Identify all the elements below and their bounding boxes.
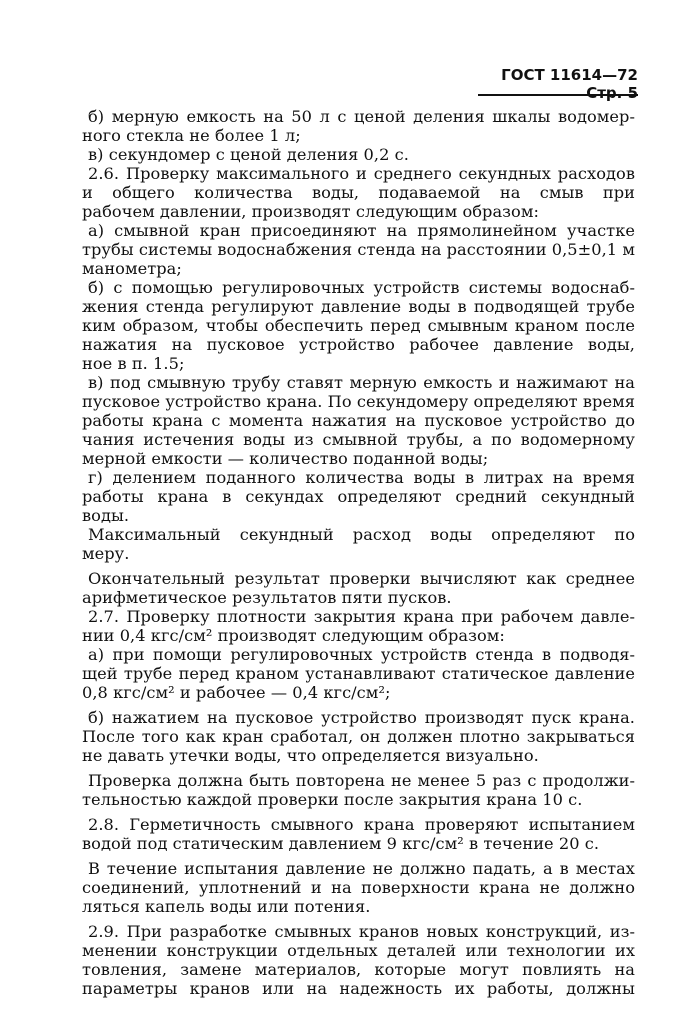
text-line: соединений, уплотнений и на поверхности крана не должно <box>82 878 635 897</box>
text-line: тельностью каждой проверки после закрытия крана 10 с. <box>82 790 583 809</box>
text-line: воды. <box>82 506 130 525</box>
text-line: нии 0,4 кгс/см² производят следующим образом: <box>82 626 505 645</box>
text-line: меру. <box>82 544 130 563</box>
text-line: жения стенда регулируют давление воды в подводящей трубе <box>82 297 635 316</box>
paragraph <box>82 859 635 916</box>
text-line: б) нажатием на пусковое устройство производят пуск крана. <box>88 708 635 727</box>
paragraph <box>82 771 635 809</box>
page-header <box>478 66 638 102</box>
header-text: ГОСТ 11614—72 Стр. 5 <box>501 66 638 102</box>
text-line: в) под смывную трубу ставят мерную емкость и нажимают на <box>88 373 635 392</box>
paragraph <box>82 164 635 221</box>
paragraph <box>82 607 635 645</box>
text-line: нажатия на пусковое устройство рабочее давление воды, <box>82 335 635 354</box>
text-line: После того как кран сработал, он должен плотно закрываться <box>82 727 635 746</box>
text-line: чания истечения воды из смывной трубы, а по водомерному <box>82 430 635 449</box>
text-line: 2.8. Герметичность смывного крана проверяют испытанием <box>88 815 635 834</box>
header-rule <box>478 94 638 96</box>
paragraph <box>82 278 635 373</box>
paragraph <box>82 145 635 164</box>
text-line: а) смывной кран присоединяют на прямолинейном участке <box>88 221 635 240</box>
text-line: ляться капель воды или потения. <box>82 897 371 916</box>
document-body <box>82 107 635 998</box>
text-line: трубы системы водоснабжения стенда на расстоянии 0,5±0,1 м <box>82 240 635 259</box>
text-line: товления, замене материалов, которые могут повлиять на <box>82 960 635 979</box>
text-line: водой под статическим давлением 9 кгс/см² в течение 20 с. <box>82 834 600 853</box>
paragraph <box>82 922 635 998</box>
text-line: г) делением поданного количества воды в литрах на время <box>88 468 635 487</box>
text-line: Окончательный результат проверки вычисляют как среднее <box>88 569 635 588</box>
paragraph <box>82 708 635 765</box>
text-line: и общего количества воды, подаваемой на смыв при <box>82 183 635 202</box>
text-line: рабочем давлении, производят следующим образом: <box>82 202 539 221</box>
text-line: манометра; <box>82 259 182 278</box>
text-line: б) с помощью регулировочных устройств системы водоснаб- <box>88 278 635 297</box>
paragraph <box>82 815 635 853</box>
text-line: работы крана с момента нажатия на пусковое устройство до <box>82 411 635 430</box>
text-line: б) мерную емкость на 50 л с ценой деления шкалы водомер- <box>88 107 635 126</box>
text-line: менении конструкции отдельных деталей или технологии их <box>82 941 635 960</box>
text-line: ким образом, чтобы обеспечить перед смывным краном после <box>82 316 635 335</box>
text-line: 0,8 кгс/см² и рабочее — 0,4 кгс/см²; <box>82 683 391 702</box>
text-line: В течение испытания давление не должно падать, а в местах <box>88 859 635 878</box>
text-line: Максимальный секундный расход воды определяют по <box>88 525 635 544</box>
paragraph <box>82 373 635 468</box>
text-line: в) секундомер с ценой деления 0,2 с. <box>88 145 409 164</box>
text-line: не давать утечки воды, что определяется визуально. <box>82 746 539 765</box>
text-line: Проверка должна быть повторена не менее 5 раз с продолжи- <box>88 771 635 790</box>
text-line: параметры кранов или на надежность их работы, должны <box>82 979 635 998</box>
text-line: пусковое устройство крана. По секундомеру определяют время <box>82 392 635 411</box>
paragraph <box>82 569 635 607</box>
text-line: 2.7. Проверку плотности закрытия крана при рабочем давле- <box>88 607 635 626</box>
text-line: 2.6. Проверку максимального и среднего секундных расходов <box>88 164 635 183</box>
paragraph <box>82 525 635 563</box>
text-line: щей трубе перед краном устанавливают статическое давление <box>82 664 635 683</box>
text-line: а) при помощи регулировочных устройств стенда в подводя- <box>88 645 635 664</box>
text-line: ное в п. 1.5; <box>82 354 185 373</box>
paragraph <box>82 221 635 278</box>
text-line: мерной емкости — количество поданной воды; <box>82 449 489 468</box>
paragraph <box>82 468 635 525</box>
text-line: работы крана в секундах определяют средний секундный <box>82 487 635 506</box>
text-line: арифметическое результатов пяти пусков. <box>82 588 452 607</box>
text-line: ного стекла не более 1 л; <box>82 126 301 145</box>
paragraph <box>82 107 635 145</box>
paragraph <box>82 645 635 702</box>
text-line: 2.9. При разработке смывных кранов новых конструкций, из- <box>88 922 635 941</box>
